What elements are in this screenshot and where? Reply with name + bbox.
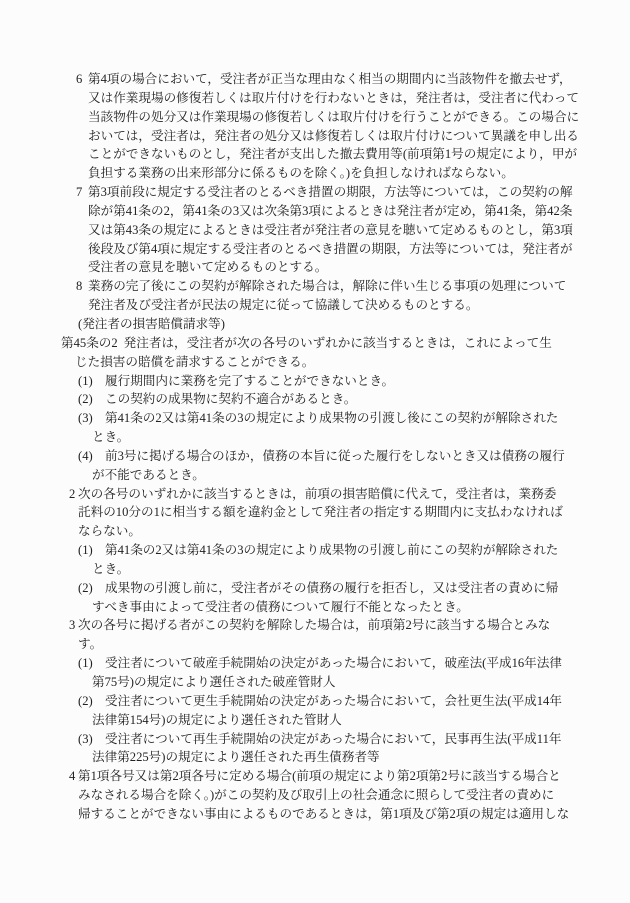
paragraph-sub <box>61 579 601 617</box>
text-line: 法律第154号)の規定により選任された管財人 <box>92 712 342 727</box>
line-text: 次の各号に掲げる者がこの契約を解除した場合は，前項第2号に該当する場合とみな <box>78 618 551 633</box>
text-line <box>61 334 601 353</box>
paragraph-number: (1) <box>78 543 93 558</box>
text-line: 当該物件の処分又は作業現場の修復若しくは取片付けを行うことができる。この場合に <box>88 109 580 124</box>
text-line <box>61 767 601 786</box>
text-line: とき。 <box>92 561 130 576</box>
line-text: 第41条の2又は第41条の3の規定により成果物の引渡し後にこの契約が解除された <box>105 411 559 426</box>
paragraph-sub <box>61 372 601 391</box>
text-line: 託料の10分の1に相当する額を違約金として発注者の指定する期間内に支払わなければ <box>78 505 563 520</box>
paragraph-article <box>61 334 601 372</box>
text-line: 受注者の意見を聴いて定めるものとする。 <box>88 260 328 275</box>
text-line: みなされる場合を除く。)がこの契約及び取引上の社会通念に照らして受注者の責めに <box>78 788 555 803</box>
line-text: 次の各号のいずれかに該当するときは，前項の損害賠償に代えて，受注者は，業務委 <box>78 486 557 501</box>
text-line: ならない。 <box>78 524 141 539</box>
text-line <box>61 447 601 466</box>
paragraph-number: 7 <box>76 185 83 200</box>
paragraph-number: (1) <box>78 656 93 671</box>
line-text: 受注者について再生手続開始の決定があった場合において，民事再生法(平成11年 <box>105 731 562 746</box>
paragraph-number: (3) <box>78 411 93 426</box>
text-line: 又は作業現場の修復若しくは取片付けを行わないときは，発注者は，受注者に代わって <box>88 90 580 105</box>
paragraph-number: 2 <box>69 486 76 501</box>
text-line <box>61 390 601 409</box>
paragraph-number: (2) <box>78 392 93 407</box>
line-text: 第3項前段に規定する受注者のとるべき措置の期限，方法等については，この契約の解 <box>88 185 573 200</box>
line-text: 受注者について破産手続開始の決定があった場合において，破産法(平成16年法律 <box>105 656 562 671</box>
text-line <box>61 183 601 202</box>
text-line: 後段及び第4項に規定する受注者のとるべき措置の期限，方法等については，発注者が <box>88 241 573 256</box>
text-line <box>61 541 601 560</box>
text-line <box>61 372 601 391</box>
line-text: 第1項各号又は第2項各号に定める場合(前項の規定により第2項第2号に該当する場合と <box>78 769 561 784</box>
text-line <box>61 692 601 711</box>
paragraph-clause <box>61 485 601 542</box>
text-line: す。 <box>78 637 103 652</box>
text-line: ことができないものとし，発注者が支出した撤去費用等(前項第1号の規定により，甲が <box>88 147 578 162</box>
text-line: 除が第41条の2，第41条の3又は次条第3項によるときは発注者が定め，第41条，第42条 <box>88 203 573 218</box>
text-line <box>61 277 601 296</box>
line-text: 業務の完了後にこの契約が解除された場合は，解除に伴い生じる事項の処理について <box>88 279 567 294</box>
text-line <box>61 70 601 89</box>
text-line <box>61 616 601 635</box>
paragraph-number: 第45条の2 <box>61 335 118 350</box>
text-line: (発注者の損害賠償請求等) <box>78 316 225 331</box>
paragraph-number: 8 <box>76 279 83 294</box>
paragraph-sub <box>61 730 601 768</box>
text-line: おいては，受注者は，発注者の処分又は修復若しくは取片付けについて異議を申し出る <box>88 128 579 143</box>
text-line <box>61 579 601 598</box>
paragraph-item <box>61 70 601 183</box>
line-text: 成果物の引渡し前に，受注者がその債務の履行を拒否し，又は受注者の責めに帰 <box>105 580 559 595</box>
line-text: 前3号に掲げる場合のほか，債務の本旨に従った履行をしないとき又は債務の履行 <box>105 448 565 463</box>
paragraph-sub <box>61 409 601 447</box>
text-line <box>61 485 601 504</box>
paragraph-number: (3) <box>78 731 93 746</box>
text-line <box>61 409 601 428</box>
text-line: 法律第225号)の規定により選任された再生債務者等 <box>92 750 380 765</box>
line-text: 第41条の2又は第41条の3の規定により成果物の引渡し前にこの契約が解除された <box>105 543 559 558</box>
paragraph-caption <box>61 315 601 334</box>
text-line: 負担する業務の出来形部分に係るものを除く。)を負担しなければならない。 <box>88 166 514 181</box>
line-text: 発注者は，受注者が次の各号のいずれかに該当するときは，これによって生 <box>123 335 552 350</box>
paragraph-number: (1) <box>78 373 93 388</box>
paragraph-number: 6 <box>76 72 83 86</box>
line-text: この契約の成果物に契約不適合があるとき。 <box>105 392 357 407</box>
paragraph-number: 3 <box>69 618 76 633</box>
paragraph-item <box>61 183 601 277</box>
paragraph-number: (2) <box>78 580 93 595</box>
text-line: とき。 <box>92 430 130 445</box>
line-text: 第4項の場合において，受注者が正当な理由なく相当の期間内に当該物件を撤去せず， <box>88 72 572 86</box>
text-line: じた損害の賠償を請求することができる。 <box>75 354 315 369</box>
paragraph-sub <box>61 654 601 692</box>
paragraph-number: 4 <box>69 769 76 784</box>
contract-document-page <box>61 70 601 824</box>
text-line: 帰することができない事由によるものであるときは，第1項及び第2項の規定は適用しな <box>78 806 570 821</box>
line-text: 履行期間内に業務を完了することができないとき。 <box>105 373 395 388</box>
paragraph-sub <box>61 390 601 409</box>
text-line: すべき事由によって受注者の債務について履行不能となったとき。 <box>92 599 469 614</box>
text-line: 発注者及び受注者が民法の規定に従って協議して決めるものとする。 <box>88 298 479 313</box>
text-line: が不能であるとき。 <box>92 467 205 482</box>
text-line <box>61 730 601 749</box>
line-text: 受注者について更生手続開始の決定があった場合において，会社更生法(平成14年 <box>105 693 562 708</box>
paragraph-sub <box>61 447 601 485</box>
text-line: 第75号)の規定により選任された破産管財人 <box>92 675 336 689</box>
paragraph-clause <box>61 767 601 824</box>
text-line: 又は第43条の規定によるときは受注者が発注者の意見を聴いて定めるものとし，第3項 <box>88 222 573 237</box>
paragraph-clause <box>61 616 601 654</box>
paragraph-item <box>61 277 601 315</box>
text-line <box>61 654 601 673</box>
paragraph-sub <box>61 541 601 579</box>
paragraph-number: (4) <box>78 448 93 463</box>
paragraph-sub <box>61 692 601 730</box>
paragraph-number: (2) <box>78 693 93 708</box>
